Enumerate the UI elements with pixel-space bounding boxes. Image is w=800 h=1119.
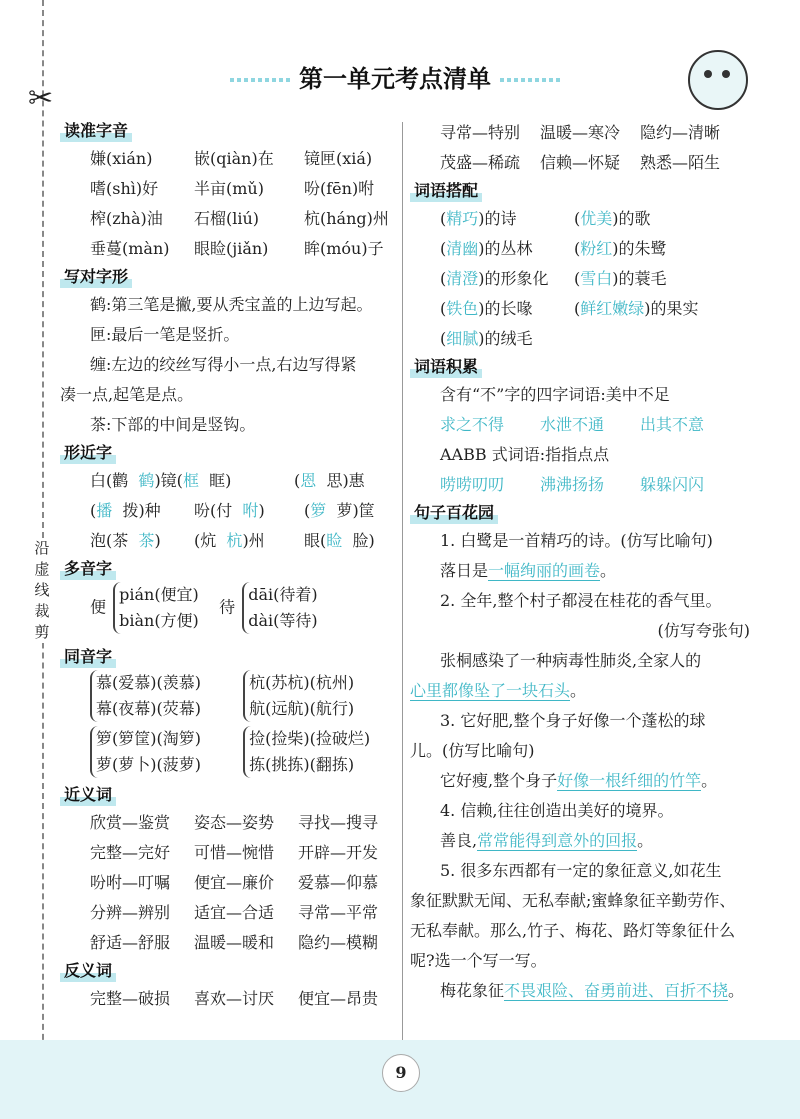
text-line: AABB 式词语:指指点点 bbox=[440, 445, 610, 464]
list-item: 完整—完好 可惜—惋惜 开辟—开发 bbox=[90, 843, 379, 862]
brace-group: pián(便宜) biàn(方便) bbox=[113, 582, 199, 634]
answer-line: 落日是一幅绚丽的画卷。 bbox=[440, 561, 617, 580]
text-line: 鹤:第三笔是撇,要从秃宝盖的上边写起。 bbox=[90, 295, 373, 314]
mascot-eye-icon bbox=[704, 70, 712, 78]
question-line: 呢?选一个写一写。 bbox=[410, 951, 547, 970]
polyphone-row: 便 pián(便宜) biàn(方便) 待 dāi(待着) dài(等待) bbox=[60, 582, 396, 640]
list-item: 泡(茶 茶) (炕 杭)州 眼(睑 脸) bbox=[90, 531, 375, 550]
section-header: 读准字音 bbox=[60, 120, 132, 142]
text-line: 茶:下部的中间是竖钩。 bbox=[90, 415, 256, 434]
list-item: 寻常—特别 温暖—寒冷 隐约—清晰 bbox=[440, 123, 721, 142]
title-dots-left bbox=[230, 78, 290, 82]
list-item: 垂蔓(màn) 眼睑(jiǎn) 眸(móu)子 bbox=[90, 239, 384, 258]
list-item: 茂盛—稀疏 信赖—怀疑 熟悉—陌生 bbox=[440, 153, 721, 172]
mascot-eye-icon bbox=[722, 70, 730, 78]
page-title: 第一单元考点清单 bbox=[299, 65, 491, 93]
section-header: 词语搭配 bbox=[410, 180, 482, 202]
cut-line bbox=[42, 0, 44, 1060]
brace-group: dāi(待着) dài(等待) bbox=[242, 582, 317, 634]
section-header: 词语积累 bbox=[410, 356, 482, 378]
page-number: 9 bbox=[382, 1054, 420, 1092]
question-line: 2. 全年,整个村子都浸在桂花的香气里。 bbox=[440, 591, 722, 610]
question-line: 无私奉献。那么,竹子、梅花、路灯等象征什么 bbox=[410, 921, 736, 940]
section-header: 反义词 bbox=[60, 960, 116, 982]
question-line: 3. 它好肥,整个身子好像一个蓬松的球 bbox=[440, 711, 706, 730]
section-header: 多音字 bbox=[60, 558, 116, 580]
list-item: (铁色)的长喙 (鲜红嫩绿)的果实 bbox=[440, 299, 699, 318]
list-item: 吩咐—叮嘱 便宜—廉价 爱慕—仰慕 bbox=[90, 873, 379, 892]
mascot-icon bbox=[688, 50, 748, 110]
list-item: 嗜(shì)好 半亩(mǔ) 吩(fēn)咐 bbox=[90, 179, 375, 198]
text-line: 缠:左边的绞丝写得小一点,右边写得紧 bbox=[90, 355, 357, 374]
question-line: 4. 信赖,往往创造出美好的境界。 bbox=[440, 801, 674, 820]
scissors-icon: ✂ bbox=[28, 81, 54, 116]
title-area bbox=[230, 62, 560, 96]
column-divider bbox=[402, 122, 403, 1040]
list-item: (清澄)的形象化 (雪白)的蓑毛 bbox=[440, 269, 667, 288]
question-line: 象征默默无闻、无私奉献;蜜蜂象征辛勤劳作、 bbox=[410, 891, 736, 910]
question-line: 儿。(仿写比喻句) bbox=[410, 741, 535, 760]
text-line: 凑一点,起笔是点。 bbox=[60, 385, 194, 404]
list-item: 分辨—辨别 适宜—合适 寻常—平常 bbox=[90, 903, 379, 922]
text-line: 匣:最后一笔是竖折。 bbox=[90, 325, 240, 344]
brace-group: 捡(捡柴)(捡破烂) 拣(挑拣)(翻拣) bbox=[243, 726, 370, 778]
brace-group: 杭(苏杭)(杭州) 航(远航)(航行) bbox=[243, 670, 354, 722]
question-line: 1. 白鹭是一首精巧的诗。(仿写比喻句) bbox=[440, 531, 713, 550]
answer-line: 心里都像坠了一块石头。 bbox=[410, 681, 587, 700]
list-item: 榨(zhà)油 石榴(liú) 杭(háng)州 bbox=[90, 209, 389, 228]
answer-line: 善良,常常能得到意外的回报。 bbox=[440, 831, 654, 850]
homophone-block bbox=[60, 670, 396, 778]
list-item: (细腻)的绒毛 bbox=[440, 329, 533, 348]
list-item: (播 拨)种 吩(付 咐) (箩 萝)筐 bbox=[90, 501, 375, 520]
question-line: (仿写夸张句) bbox=[657, 621, 750, 640]
brace-group: 箩(箩筐)(淘箩) 萝(萝卜)(菠萝) bbox=[90, 726, 236, 778]
section-header: 句子百花园 bbox=[410, 502, 498, 524]
title-dots-right bbox=[500, 78, 560, 82]
section-header: 同音字 bbox=[60, 646, 116, 668]
right-column bbox=[410, 118, 750, 1006]
answer-line: 张桐感染了一种病毒性肺炎,全家人的 bbox=[440, 651, 702, 670]
list-item: (精巧)的诗 (优美)的歌 bbox=[440, 209, 651, 228]
list-item: 完整—破损 喜欢—讨厌 便宜—昂贵 bbox=[90, 989, 379, 1008]
answer-line: 它好瘦,整个身子好像一根纤细的竹竿。 bbox=[440, 771, 718, 790]
section-header: 近义词 bbox=[60, 784, 116, 806]
question-line: 5. 很多东西都有一定的象征意义,如花生 bbox=[440, 861, 722, 880]
answer-line: 唠唠叨叨 沸沸扬扬 躲躲闪闪 bbox=[440, 475, 705, 494]
list-item: 嫌(xián) 嵌(qiàn)在 镜匣(xiá) bbox=[90, 149, 373, 168]
list-item: 白(鹳 鹤)镜(框 眶) (恩 思)惠 bbox=[90, 471, 365, 490]
text-line: 含有“不”字的四字词语:美中不足 bbox=[440, 385, 670, 404]
section-header: 形近字 bbox=[60, 442, 116, 464]
answer-line: 梅花象征不畏艰险、奋勇前进、百折不挠。 bbox=[440, 981, 745, 1000]
brace-group: 慕(爱慕)(羡慕) 幕(夜幕)(荧幕) bbox=[90, 670, 236, 722]
list-item: 欣赏—鉴赏 姿态—姿势 寻找—搜寻 bbox=[90, 813, 379, 832]
cut-instruction: 沿虚线裁剪 bbox=[30, 538, 54, 643]
section-header: 写对字形 bbox=[60, 266, 132, 288]
answer-line: 求之不得 水泄不通 出其不意 bbox=[440, 415, 705, 434]
list-item: (清幽)的丛林 (粉红)的朱鹭 bbox=[440, 239, 667, 258]
left-column bbox=[60, 118, 396, 1014]
list-item: 舒适—舒服 温暖—暖和 隐约—模糊 bbox=[90, 933, 379, 952]
